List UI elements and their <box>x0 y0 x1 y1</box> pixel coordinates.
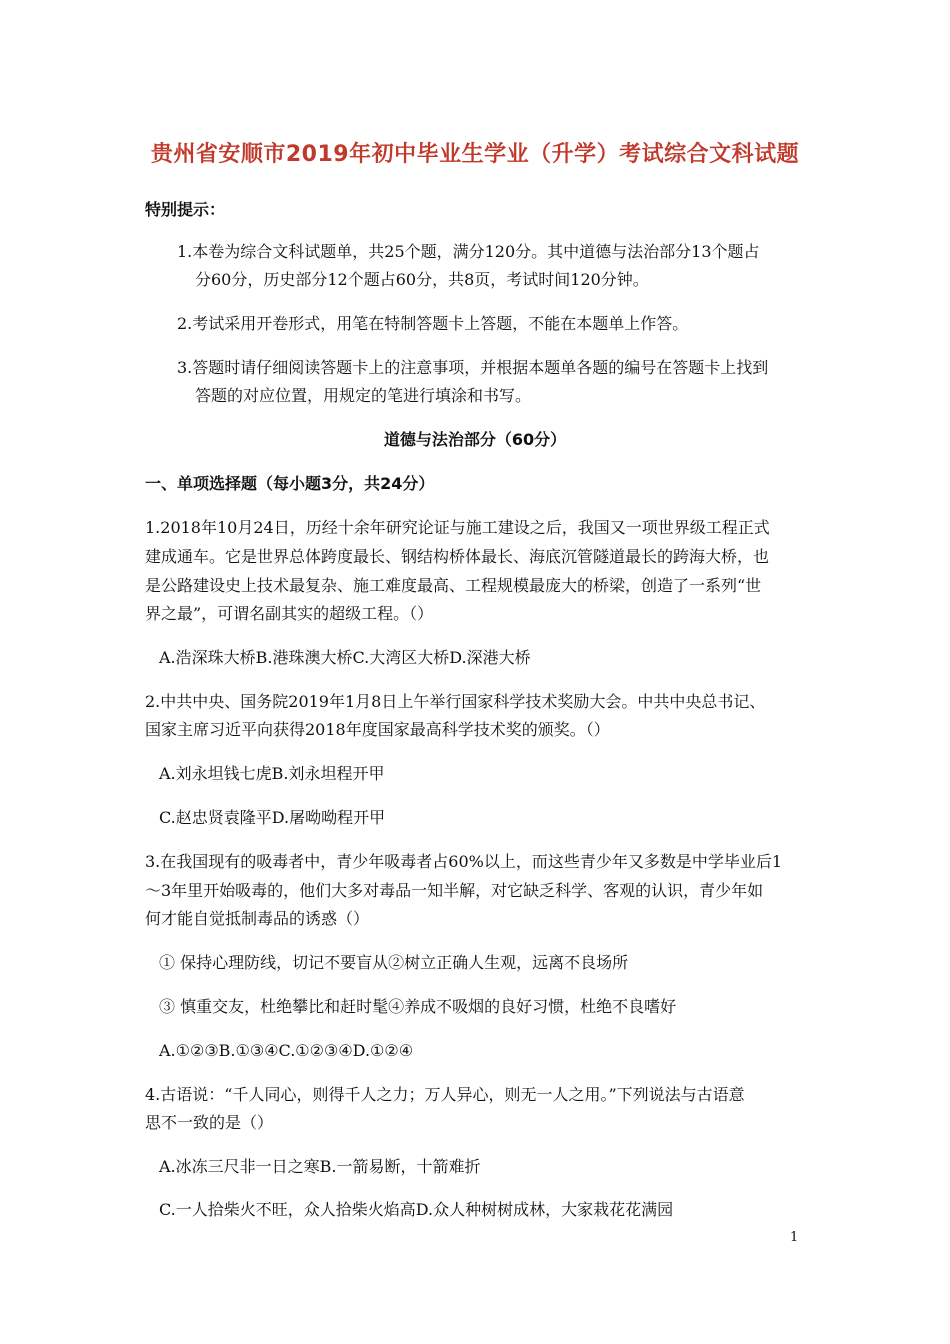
question-2-options-1: A.刘永坦钱七虎B.刘永坦程开甲 <box>159 764 385 783</box>
notice-item-1-line-1: 1.本卷为综合文科试题单，共25个题，满分120分。其中道德与法治部分13个题占 <box>177 242 760 261</box>
section-title: 道德与法治部分（60分） <box>383 430 567 449</box>
notice-item-3-line-1: 3.答题时请仔细阅读答题卡上的注意事项，并根据本题单各题的编号在答题卡上找到 <box>177 358 769 377</box>
question-3-statement-2: ③ 慎重交友，杜绝攀比和赶时髦④养成不吸烟的良好习惯，杜绝不良嗜好 <box>159 997 677 1016</box>
part-heading: 一、单项选择题（每小题3分，共24分） <box>145 474 435 493</box>
question-1-line-4: 界之最”，可谓名副其实的超级工程。（） <box>145 604 434 623</box>
page-number: 1 <box>790 1230 799 1245</box>
question-1-line-3: 是公路建设史上技术最复杂、施工难度最高、工程规模最庞大的桥梁，创造了一系列“世 <box>145 576 762 595</box>
question-1-options: A.浩深珠大桥B.港珠澳大桥C.大湾区大桥D.深港大桥 <box>159 648 531 667</box>
question-3-line-3: 何才能自觉抵制毒品的诱惑（） <box>145 909 370 928</box>
question-1-line-2: 建成通车。它是世界总体跨度最长、钢结构桥体最长、海底沉管隧道最长的跨海大桥，也 <box>145 547 770 566</box>
notice-item-1-line-2: 分60分，历史部分12个题占60分，共8页，考试时间120分钟。 <box>195 270 649 289</box>
notice-heading: 特别提示： <box>145 200 226 219</box>
question-3-line-2: ～3年里开始吸毒的，他们大多对毒品一知半解，对它缺乏科学、客观的认识，青少年如 <box>145 881 764 900</box>
question-2-line-1: 2.中共中央、国务院2019年1月8日上午举行国家科学技术奖励大会。中共中央总书记、 <box>145 692 766 711</box>
question-4-options-1: A.冰冻三尺非一日之寒B.一箭易断，十箭难折 <box>159 1157 481 1176</box>
question-3-options: A.①②③B.①③④C.①②③④D.①②④ <box>159 1041 414 1060</box>
question-4-line-1: 4.古语说：“千人同心，则得千人之力；万人异心，则无一人之用。”下列说法与古语意 <box>145 1085 745 1104</box>
question-1-line-1: 1.2018年10月24日，历经十余年研究论证与施工建设之后，我国又一项世界级工程正式 <box>145 518 770 537</box>
notice-item-3-line-2: 答题的对应位置，用规定的笔进行填涂和书写。 <box>195 386 532 405</box>
question-2-options-2: C.赵忠贤袁隆平D.屠呦呦程开甲 <box>159 808 386 827</box>
question-2-line-2: 国家主席习近平向获得2018年度国家最高科学技术奖的颁奖。（） <box>145 720 610 739</box>
question-4-options-2: C.一人拾柴火不旺，众人拾柴火焰高D.众人种树树成林，大家栽花花满园 <box>159 1200 674 1219</box>
page-title: 贵州省安顺市2019年初中毕业生学业（升学）考试综合文科试题 <box>150 142 800 167</box>
question-3-line-1: 3.在我国现有的吸毒者中，青少年吸毒者占60%以上，而这些青少年又多数是中学毕业后1 <box>145 852 783 871</box>
question-4-line-2: 思不一致的是（） <box>145 1113 274 1132</box>
question-3-statement-1: ① 保持心理防线，切记不要盲从②树立正确人生观，远离不良场所 <box>159 953 629 972</box>
notice-item-2-line-1: 2.考试采用开卷形式，用笔在特制答题卡上答题，不能在本题单上作答。 <box>177 314 689 333</box>
